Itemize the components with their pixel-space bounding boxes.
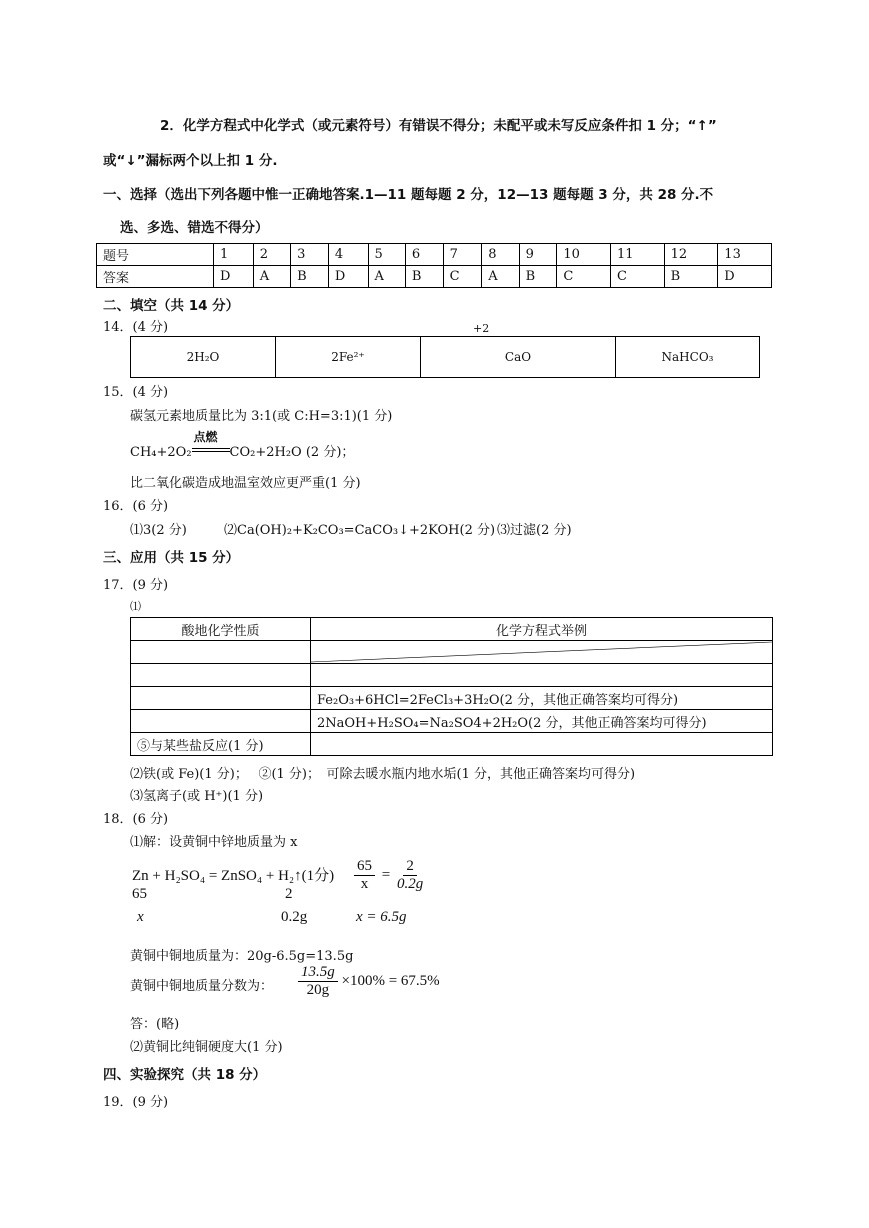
intro-line-1: 2．化学方程式中化学式（或元素符号）有错误不得分；未配平或未写反应条件扣 1 分；“↑” <box>160 118 717 134</box>
percent-result: ×100% = 67.5% <box>341 972 440 989</box>
q16-label: 16．(6 分) <box>103 499 169 514</box>
row-label: 题号 <box>97 244 214 266</box>
answer-cell: D <box>214 266 254 288</box>
q18-fraction-label: 黄铜中铜地质量分数为： <box>130 979 274 994</box>
section-1-title-cont: 选、多选、错选不得分） <box>120 220 269 236</box>
property-cell: ⑤与某些盐反应(1 分) <box>131 733 311 756</box>
answer-cell: D <box>718 266 772 288</box>
fraction-numerator: 13.5g <box>298 964 338 982</box>
fraction-denominator: 20g <box>306 982 330 998</box>
example-cell: Fe₂O₃+6HCl=2FeCl₃+3H₂O(2 分，其他正确答案均可得分) <box>311 687 773 710</box>
table-row <box>131 687 773 710</box>
q14-table <box>130 336 760 378</box>
example-cell-crossed <box>311 641 773 664</box>
reaction-condition <box>192 430 230 456</box>
section-3-title: 三、应用（共 15 分） <box>103 550 240 566</box>
ratio-fraction: $\frac{65}{x}$ = $\frac{2}{0.2g}$ <box>354 858 423 893</box>
q14-label: 14．(4 分) <box>103 320 169 335</box>
q15-line-3: 比二氧化碳造成地温室效应更严重(1 分) <box>130 476 361 491</box>
q19-label: 19．(9 分) <box>103 1095 169 1110</box>
table-row <box>131 664 773 687</box>
q16-part-2: ⑵Ca(OH)₂+K₂CO₃=CaCO₃↓+2KOH(2 分) <box>224 523 496 538</box>
question-number: 9 <box>519 244 557 266</box>
eq-row-2-a: 65 <box>132 886 147 902</box>
section-2-title: 二、填空（共 14 分） <box>103 298 240 314</box>
answer-cell: B <box>519 266 557 288</box>
table-row <box>131 641 773 664</box>
question-number: 3 <box>291 244 329 266</box>
fraction-1 <box>354 858 375 893</box>
q16-part-3: ⑶过滤(2 分) <box>497 523 572 538</box>
question-number: 8 <box>482 244 519 266</box>
header-property: 酸地化学性质 <box>131 618 311 641</box>
answer-cell: B <box>291 266 329 288</box>
percent-calculation <box>298 964 440 999</box>
acid-properties-table <box>130 617 773 756</box>
q18-sub-2: ⑵黄铜比纯铜硬度大(1 分) <box>130 1040 283 1055</box>
q18-copper-mass: 黄铜中铜地质量为：20g-6.5g=13.5g <box>130 949 354 964</box>
q14-cell: 2H₂O <box>131 337 276 378</box>
answer-cell: C <box>557 266 611 288</box>
question-number: 13 <box>718 244 772 266</box>
section-1-title: 一、选择（选出下列各题中惟一正确地答案.1—11 题每题 2 分，12—13 题每题 3 分，共 28 分.不 <box>103 187 714 203</box>
percent-fraction <box>298 964 338 999</box>
q15-equation <box>130 430 355 460</box>
q15-line-1: 碳氢元素地质量比为 3:1(或 C:H=3:1)(1 分) <box>130 409 393 424</box>
property-cell <box>131 664 311 687</box>
section-4-title: 四、实验探究（共 18 分） <box>103 1067 267 1083</box>
q18-label: 18．(6 分) <box>103 812 169 827</box>
q18-answer: 答：(略) <box>130 1017 180 1032</box>
fraction-2 <box>397 858 423 893</box>
example-cell <box>311 664 773 687</box>
example-cell: 2NaOH+H₂SO₄=Na₂SO4+2H₂O(2 分，其他正确答案均可得分) <box>311 710 773 733</box>
answer-table <box>96 243 772 288</box>
fraction-numerator: 65 <box>354 858 375 876</box>
q17-label: 17．(9 分) <box>103 578 169 593</box>
question-number: 6 <box>405 244 443 266</box>
eq-row-3-a: x <box>137 909 144 925</box>
property-cell <box>131 687 311 710</box>
answer-cell: C <box>610 266 664 288</box>
q14-valence: +2 <box>473 322 490 335</box>
answer-cell: D <box>328 266 368 288</box>
answer-cell: A <box>368 266 405 288</box>
q17-sub-3: ⑶氢离子(或 H⁺)(1 分) <box>130 789 264 804</box>
answer-cell: A <box>482 266 519 288</box>
answer-table-answer-row <box>97 266 772 288</box>
question-number: 10 <box>557 244 611 266</box>
question-number: 11 <box>610 244 664 266</box>
table-row <box>131 710 773 733</box>
answer-cell: C <box>443 266 482 288</box>
answer-cell: B <box>664 266 718 288</box>
q15-label: 15．(4 分) <box>103 385 169 400</box>
table-header-row <box>131 618 773 641</box>
row-label: 答案 <box>97 266 214 288</box>
answer-table-number-row <box>97 244 772 266</box>
question-number: 7 <box>443 244 482 266</box>
property-cell <box>131 710 311 733</box>
reaction-equation: Zn + H₂SO₄ = ZnSO₄ + H₂↑(1分) <box>132 868 335 884</box>
question-number: 4 <box>328 244 368 266</box>
answer-cell: B <box>405 266 443 288</box>
eq-row-3-c: x = 6.5g <box>356 909 407 925</box>
q17-sub-2: ⑵铁(或 Fe)(1 分)； ②(1 分)； 可除去暖水瓶内地水垢(1 分，其他正确答案均可得分) <box>130 767 636 782</box>
q14-cell: CaO <box>421 337 616 378</box>
q14-cell: NaHCO₃ <box>616 337 760 378</box>
q15-eq-right: CO₂+2H₂O (2 分)； <box>229 445 355 460</box>
question-number: 5 <box>368 244 405 266</box>
property-cell <box>131 641 311 664</box>
table-row <box>131 733 773 756</box>
diagonal-line <box>311 641 772 663</box>
eq-row-3-b: 0.2g <box>281 909 308 925</box>
header-example: 化学方程式举例 <box>311 618 773 641</box>
fraction-denominator: 0.2g <box>396 876 424 892</box>
fraction-numerator: 2 <box>403 858 417 876</box>
fraction-denominator: x <box>360 876 369 892</box>
intro-line-2: 或“↓”漏标两个以上扣 1 分. <box>103 153 278 169</box>
q15-eq-left: CH₄+2O₂ <box>130 445 192 460</box>
answer-cell: A <box>253 266 290 288</box>
condition-label: 点燃 <box>193 430 218 444</box>
question-number: 2 <box>253 244 290 266</box>
q18-line-1: ⑴解：设黄铜中锌地质量为 x <box>130 835 298 850</box>
eq-row-2-b: 2 <box>285 886 293 902</box>
question-number: 1 <box>214 244 254 266</box>
example-cell <box>311 733 773 756</box>
q14-cell: 2Fe²⁺ <box>276 337 421 378</box>
question-number: 12 <box>664 244 718 266</box>
equals-bar <box>192 448 230 452</box>
q17-sub-1: ⑴ <box>130 600 141 613</box>
q16-part-1: ⑴3(2 分) <box>130 523 187 538</box>
